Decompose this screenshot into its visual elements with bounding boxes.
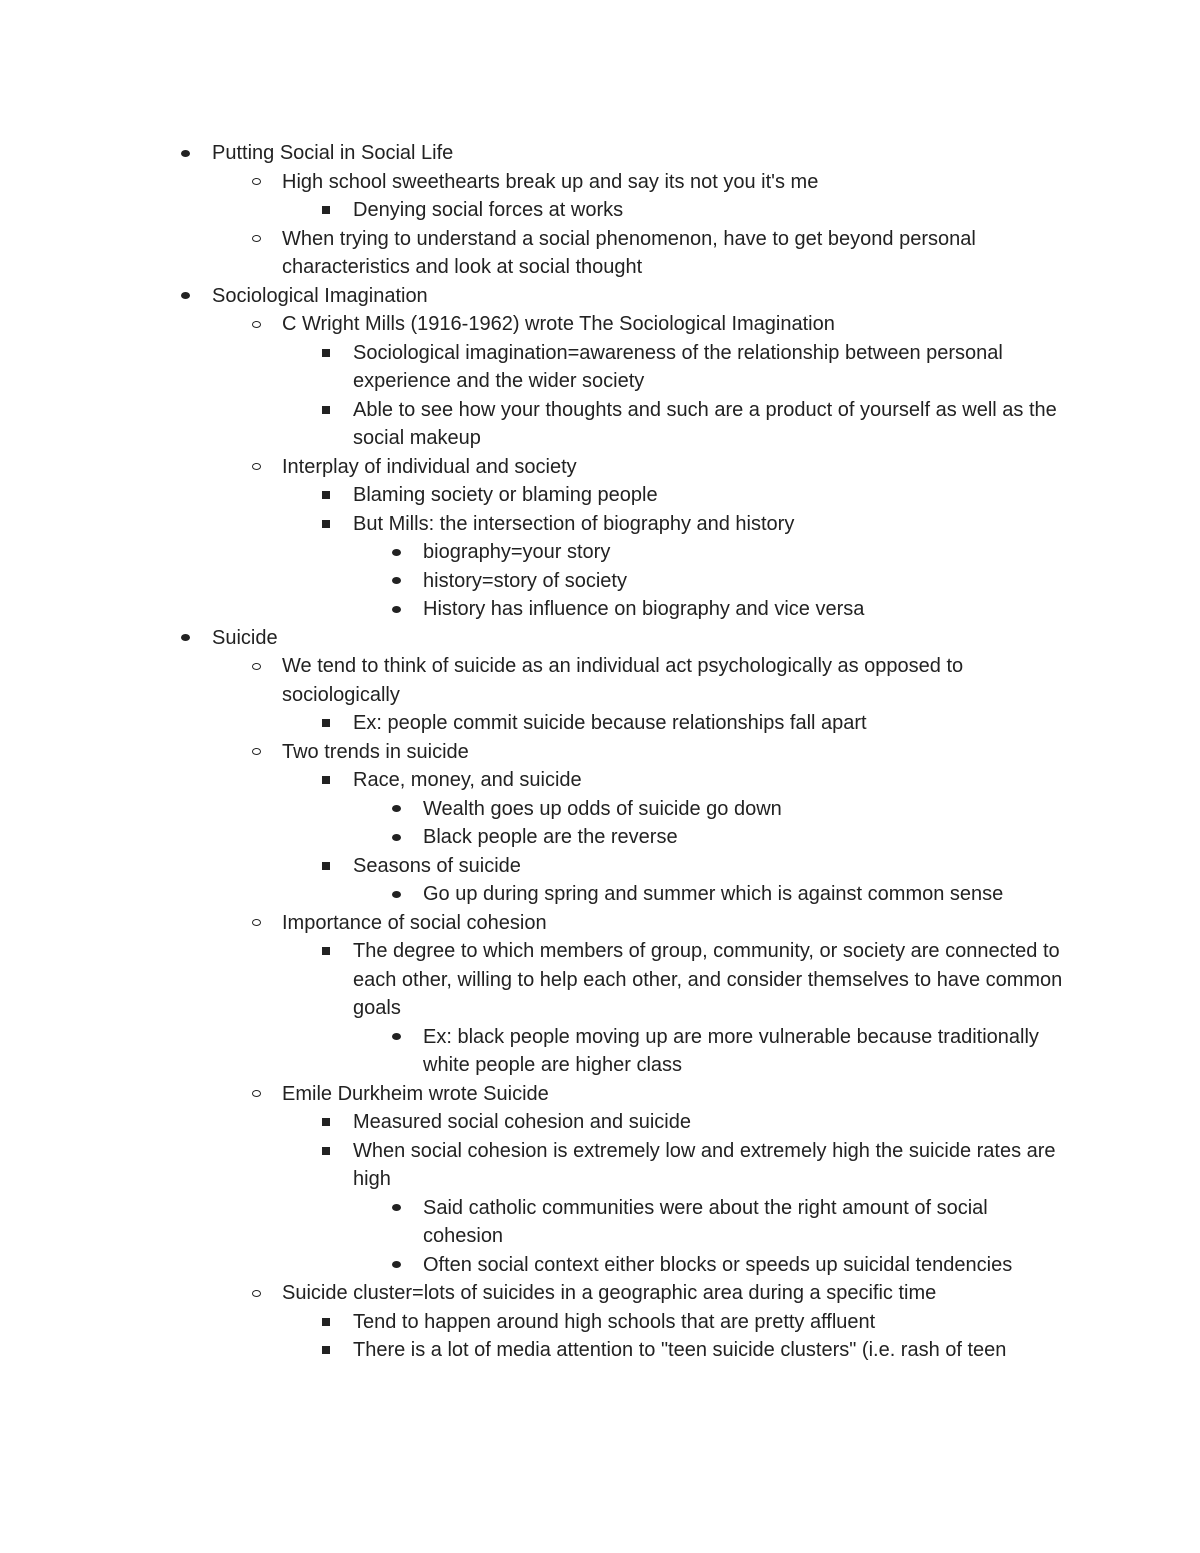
outline-item-text: Said catholic communities were about the right amount of social cohesion xyxy=(423,1196,988,1247)
bullet-circle-icon xyxy=(249,652,263,681)
outline-item-level-4 xyxy=(0,567,1070,596)
bullet-square-icon xyxy=(319,709,333,738)
bullet-disc-icon xyxy=(389,1194,403,1223)
bullet-disc-icon xyxy=(389,567,403,596)
outline-item-level-4 xyxy=(0,595,1070,624)
outline-item-level-4 xyxy=(0,538,1070,567)
bullet-square-icon xyxy=(319,339,333,368)
outline-item-level-3 xyxy=(0,339,1070,396)
outline-item-level-2 xyxy=(0,310,1070,339)
bullet-circle-icon xyxy=(249,738,263,767)
bullet-square-icon xyxy=(319,481,333,510)
outline-item-text: Ex: black people moving up are more vulnerable because traditionally white people are higher class xyxy=(423,1025,1039,1076)
bullet-circle-icon xyxy=(249,168,263,197)
outline-item-text: When social cohesion is extremely low and extremely high the suicide rates are high xyxy=(353,1139,1056,1190)
bullet-square-icon xyxy=(319,396,333,425)
bullet-circle-icon xyxy=(249,1279,263,1308)
outline-item-text: Race, money, and suicide xyxy=(353,769,582,791)
outline-item-level-1 xyxy=(0,282,1070,311)
outline-item-text: Black people are the reverse xyxy=(423,826,678,848)
outline-item-level-2 xyxy=(0,652,1070,709)
outline-item-text: Suicide cluster=lots of suicides in a geographic area during a specific time xyxy=(282,1282,937,1304)
outline-item-text: Measured social cohesion and suicide xyxy=(353,1111,691,1133)
outline-item-level-3 xyxy=(0,766,1070,795)
outline-item-text: Sociological Imagination xyxy=(212,284,428,307)
bullet-circle-icon xyxy=(249,310,263,339)
outline-item-text: C Wright Mills (1916-1962) wrote The Sociological Imagination xyxy=(282,313,835,335)
bullet-disc-icon xyxy=(389,880,403,909)
outline-item-level-3 xyxy=(0,510,1070,539)
outline-item-level-2 xyxy=(0,1279,1070,1308)
outline-item-text: Able to see how your thoughts and such are a product of yourself as well as the social makeup xyxy=(353,398,1057,449)
bullet-disc-icon xyxy=(178,282,192,311)
outline-item-level-3 xyxy=(0,709,1070,738)
outline-item-level-3 xyxy=(0,396,1070,453)
bullet-disc-icon xyxy=(389,1251,403,1280)
outline-item-level-3 xyxy=(0,1308,1070,1337)
bullet-square-icon xyxy=(319,1137,333,1166)
outline-item-text: Often social context either blocks or speeds up suicidal tendencies xyxy=(423,1253,1013,1276)
outline-item-text: The degree to which members of group, community, or society are connected to each other, willing to help each other, and consider themselves to have common goals xyxy=(353,940,1063,1019)
bullet-square-icon xyxy=(319,1108,333,1137)
outline-item-level-3 xyxy=(0,1108,1070,1137)
outline-item-text: Interplay of individual and society xyxy=(282,455,577,478)
bullet-disc-icon xyxy=(178,139,192,168)
bullet-square-icon xyxy=(319,1336,333,1365)
outline-item-text: biography=your story xyxy=(423,541,611,563)
outline-item-level-4 xyxy=(0,880,1070,909)
outline-item-text: Importance of social cohesion xyxy=(282,911,547,934)
bullet-circle-icon xyxy=(249,225,263,254)
outline-item-level-3 xyxy=(0,937,1070,1023)
outline-item-text: High school sweethearts break up and say its not you it's me xyxy=(282,170,819,193)
outline-item-text: Blaming society or blaming people xyxy=(353,484,658,506)
outline-item-text: Seasons of suicide xyxy=(353,854,521,877)
bullet-square-icon xyxy=(319,766,333,795)
outline-item-level-3 xyxy=(0,1336,1070,1365)
outline-item-text: Go up during spring and summer which is against common sense xyxy=(423,883,1004,905)
outline-item-level-3 xyxy=(0,196,1070,225)
bullet-square-icon xyxy=(319,510,333,539)
bullet-disc-icon xyxy=(389,595,403,624)
outline-item-level-4 xyxy=(0,1194,1070,1251)
outline-item-level-2 xyxy=(0,225,1070,282)
outline-item-text: Emile Durkheim wrote Suicide xyxy=(282,1082,549,1105)
bullet-circle-icon xyxy=(249,1080,263,1109)
bullet-disc-icon xyxy=(389,538,403,567)
bullet-square-icon xyxy=(319,1308,333,1337)
outline-item-text: Ex: people commit suicide because relationships fall apart xyxy=(353,712,867,734)
bullet-square-icon xyxy=(319,937,333,966)
outline-item-text: We tend to think of suicide as an individual act psychologically as opposed to sociologically xyxy=(282,655,964,706)
outline-item-text: Tend to happen around high schools that are pretty affluent xyxy=(353,1310,876,1333)
outline-item-level-4 xyxy=(0,795,1070,824)
outline-item-level-4 xyxy=(0,1251,1070,1280)
bullet-circle-icon xyxy=(249,909,263,938)
bullet-square-icon xyxy=(319,196,333,225)
outline-item-level-3 xyxy=(0,481,1070,510)
outline-item-level-1 xyxy=(0,624,1070,653)
outline-item-text: History has influence on biography and vice versa xyxy=(423,598,865,620)
outline-item-level-2 xyxy=(0,738,1070,767)
bullet-disc-icon xyxy=(178,624,192,653)
outline-item-text: Suicide xyxy=(212,626,278,649)
outline-item-level-2 xyxy=(0,453,1070,482)
outline-item-text: Putting Social in Social Life xyxy=(212,142,454,164)
bullet-disc-icon xyxy=(389,1023,403,1052)
outline-item-level-2 xyxy=(0,1080,1070,1109)
outline-item-text: Sociological imagination=awareness of the relationship between personal experience and the wider society xyxy=(353,341,1003,392)
outline-item-text: There is a lot of media attention to "teen suicide clusters" (i.e. rash of teen xyxy=(353,1339,1007,1361)
outline-item-text: Denying social forces at works xyxy=(353,199,624,221)
outline-item-level-1 xyxy=(0,139,1070,168)
outline-item-level-4 xyxy=(0,1023,1070,1080)
outline-item-text: Wealth goes up odds of suicide go down xyxy=(423,797,782,820)
outline-item-level-3 xyxy=(0,852,1070,881)
bullet-disc-icon xyxy=(389,795,403,824)
notes-document xyxy=(0,139,1200,1365)
outline-item-text: history=story of society xyxy=(423,569,627,592)
bullet-square-icon xyxy=(319,852,333,881)
outline-item-text: When trying to understand a social phenomenon, have to get beyond personal characteristics and look at social thought xyxy=(282,227,976,278)
bullet-circle-icon xyxy=(249,453,263,482)
outline-item-text: Two trends in suicide xyxy=(282,740,469,763)
outline-item-level-4 xyxy=(0,823,1070,852)
outline-item-text: But Mills: the intersection of biography and history xyxy=(353,512,795,535)
bullet-disc-icon xyxy=(389,823,403,852)
outline-item-level-2 xyxy=(0,168,1070,197)
outline-item-level-3 xyxy=(0,1137,1070,1194)
outline-item-level-2 xyxy=(0,909,1070,938)
